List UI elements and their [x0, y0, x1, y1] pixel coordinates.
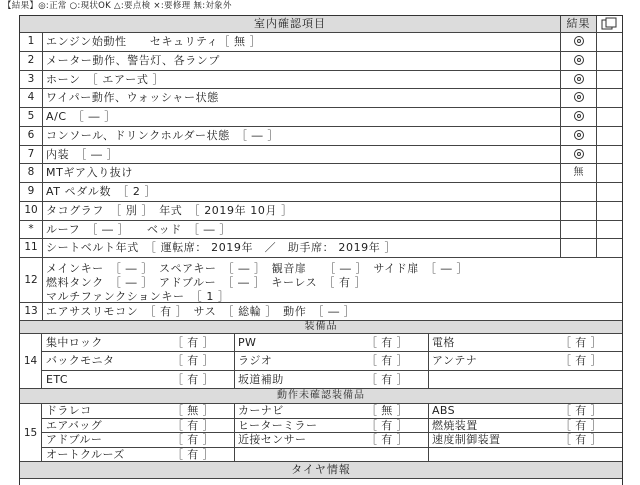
fuel-line: 燃料タンク ［ ― ］ アドブルー ［ ― ］ キーレス ［ 有 ］: [46, 276, 367, 289]
row-extra: [596, 202, 622, 220]
row-number: *: [28, 222, 34, 235]
row-number: 13: [24, 305, 38, 317]
equipment-value: ［ 有 ］: [560, 336, 602, 349]
equipment-row: [42, 371, 622, 389]
equipment-value: ［ 有 ］: [366, 354, 408, 368]
row-item-text: メーター動作、警告灯、各ランプ: [46, 53, 220, 67]
equipment-name: エアバッグ: [46, 418, 103, 432]
row-result: [560, 89, 596, 107]
row-item-text: MTギア入り抜け: [46, 166, 134, 180]
row-number: 9: [27, 185, 35, 197]
equipment-name: ヒーターミラー: [238, 418, 318, 432]
equipment-name: オートクルーズ: [46, 447, 125, 461]
equipment-name: バックモニタ: [46, 354, 115, 368]
equipment-name: ETC: [46, 372, 68, 386]
equipment-header: 装備品: [20, 321, 622, 334]
equipment-name: ラジオ: [238, 354, 273, 368]
equipment-value: ［ 有 ］: [560, 404, 602, 417]
equipment-name: PW: [238, 336, 257, 349]
row-13: [20, 303, 622, 321]
row-extra: [596, 33, 622, 51]
double-circle-icon: [574, 92, 584, 102]
row-result: [560, 221, 596, 239]
equipment-row: [42, 334, 622, 352]
row-number: 7: [27, 147, 35, 160]
equipment-value: ［ 有 ］: [172, 354, 214, 368]
row-result: [560, 108, 596, 126]
inspection-row: [20, 239, 622, 258]
row-item-text: 内装 ［ ― ］: [46, 147, 119, 161]
equipment-value: ［ 有 ］: [560, 433, 602, 446]
row-item-text: A/C ［ ― ］: [46, 110, 116, 123]
equipment-value: ［ 有 ］: [366, 372, 408, 386]
row-item-text: タコグラフ ［ 別 ］ 年式 ［ 2019年 10月 ］: [46, 203, 293, 217]
double-circle-icon: [574, 111, 584, 121]
row-number: 5: [27, 110, 35, 122]
equipment-value: ［ 有 ］: [172, 418, 214, 432]
equipment-row: [42, 419, 622, 434]
copy-icon[interactable]: [601, 17, 617, 30]
header-row: [20, 16, 622, 33]
double-circle-icon: [574, 36, 584, 46]
row-extra: [596, 52, 622, 70]
row-number: 10: [24, 203, 38, 216]
section-number: 15: [20, 404, 42, 462]
row-result: [560, 183, 596, 201]
row-result: 無: [560, 164, 596, 182]
equipment-name: 速度制御装置: [432, 433, 501, 446]
double-circle-icon: [574, 74, 584, 84]
row-item-text: エンジン始動性 セキュリティ［ 無 ］: [46, 35, 262, 48]
tire-header: タイヤ情報: [20, 462, 622, 479]
keys-line: メインキー ［ ― ］ スペアキー ［ ― ］ 観音扉 ［ ― ］ サイド扉 ［ ― ］: [46, 262, 469, 275]
equipment-name: アドブルー: [46, 433, 103, 446]
row-number: 8: [27, 166, 35, 179]
double-circle-icon: [574, 149, 584, 159]
equipment-row: [42, 404, 622, 419]
equipment-value: ［ 有 ］: [366, 433, 408, 446]
row-result: [560, 202, 596, 220]
air-suspension-text: エアサスリモコン ［ 有 ］ サス ［ 総輪 ］ 動作 ［ ― ］: [46, 305, 356, 318]
inspection-row: [20, 33, 622, 52]
row-item-text: シートベルト年式 ［ 運転席： 2019年 ／ 助手席： 2019年 ］: [46, 241, 397, 255]
equipment-row: [42, 448, 622, 463]
inspection-row: [20, 89, 622, 108]
inspection-row: [20, 71, 622, 90]
row-item-text: ホーン ［ エアー式 ］: [46, 72, 165, 86]
inspection-row: [20, 52, 622, 71]
inspection-row: [20, 164, 622, 183]
row-item-text: AT ペダル数 ［ 2 ］: [46, 185, 157, 198]
equipment-name: 燃焼装置: [432, 418, 478, 432]
row-result: [560, 239, 596, 257]
row-extra: [596, 183, 622, 201]
row-12: [20, 258, 622, 303]
double-circle-icon: [574, 130, 584, 140]
row-extra: [596, 146, 622, 164]
equipment-value: ［ 有 ］: [172, 433, 214, 446]
row-item-text: ワイパー動作、ウォッシャー状態: [46, 91, 219, 105]
row-number: 6: [27, 128, 35, 141]
row-number: 4: [27, 91, 35, 104]
equipment-row: [42, 433, 622, 448]
equipment-name: 坂道補助: [238, 372, 284, 386]
equipment-value: ［ 有 ］: [560, 418, 602, 432]
inspection-row: [20, 183, 622, 202]
row-extra: [596, 164, 622, 182]
inspection-row: [20, 127, 622, 146]
equipment-name: 近接センサー: [238, 433, 307, 446]
equipment-name: 集中ロック: [46, 336, 103, 349]
equipment-name: ABS: [432, 404, 456, 417]
row-item-text: コンソール、ドリンクホルダー状態 ［ ― ］: [46, 128, 279, 142]
unchecked-header: 動作未確認装備品: [20, 389, 622, 404]
inspection-sheet: [19, 15, 623, 485]
row-item-text: ルーフ ［ ― ］ ベッド ［ ― ］: [46, 222, 231, 236]
inspection-row: [20, 221, 622, 240]
equipment-value: ［ 有 ］: [172, 372, 214, 386]
equipment-name: ドラレコ: [46, 404, 92, 417]
row-number: 3: [27, 72, 35, 85]
inspection-row: [20, 108, 622, 127]
header-extra: [596, 16, 622, 32]
row-number: 11: [24, 241, 38, 254]
row-extra: [596, 89, 622, 107]
multi-key-line: マルチファンクションキー ［ 1 ］: [46, 290, 230, 303]
equipment-name: アンテナ: [432, 354, 478, 368]
equipment-name: 電格: [432, 336, 455, 349]
double-circle-icon: [574, 55, 584, 65]
row-number: 1: [27, 35, 35, 47]
equipment-row: [42, 352, 622, 370]
equipment-value: ［ 有 ］: [366, 418, 408, 432]
section-number: 14: [20, 334, 42, 389]
row-result: [560, 127, 596, 145]
row-number: 2: [27, 53, 35, 66]
equipment-value: ［ 有 ］: [366, 336, 408, 349]
equipment-name: カーナビ: [238, 404, 284, 417]
result-legend: 【結果】◎:正常 ○:現状OK △:要点検 ×:要修理 無:対象外: [3, 1, 232, 11]
row-result: [560, 71, 596, 89]
equipment-value: ［ 有 ］: [172, 336, 214, 349]
row-result: [560, 52, 596, 70]
row-extra: [596, 108, 622, 126]
row-extra: [596, 127, 622, 145]
row-extra: [596, 239, 622, 257]
inspection-row: [20, 202, 622, 221]
header-result: 結果: [560, 16, 596, 32]
row-number: 12: [24, 274, 38, 286]
equipment-value: ［ 有 ］: [172, 447, 214, 461]
equipment-value: ［ 無 ］: [366, 404, 408, 417]
inspection-row: [20, 146, 622, 165]
row-extra: [596, 71, 622, 89]
equipment-value: ［ 有 ］: [560, 354, 602, 368]
row-result: [560, 146, 596, 164]
equipment-value: ［ 無 ］: [172, 404, 214, 417]
row-extra: [596, 221, 622, 239]
row-result: [560, 33, 596, 51]
header-title: 室内確認項目: [20, 16, 560, 32]
